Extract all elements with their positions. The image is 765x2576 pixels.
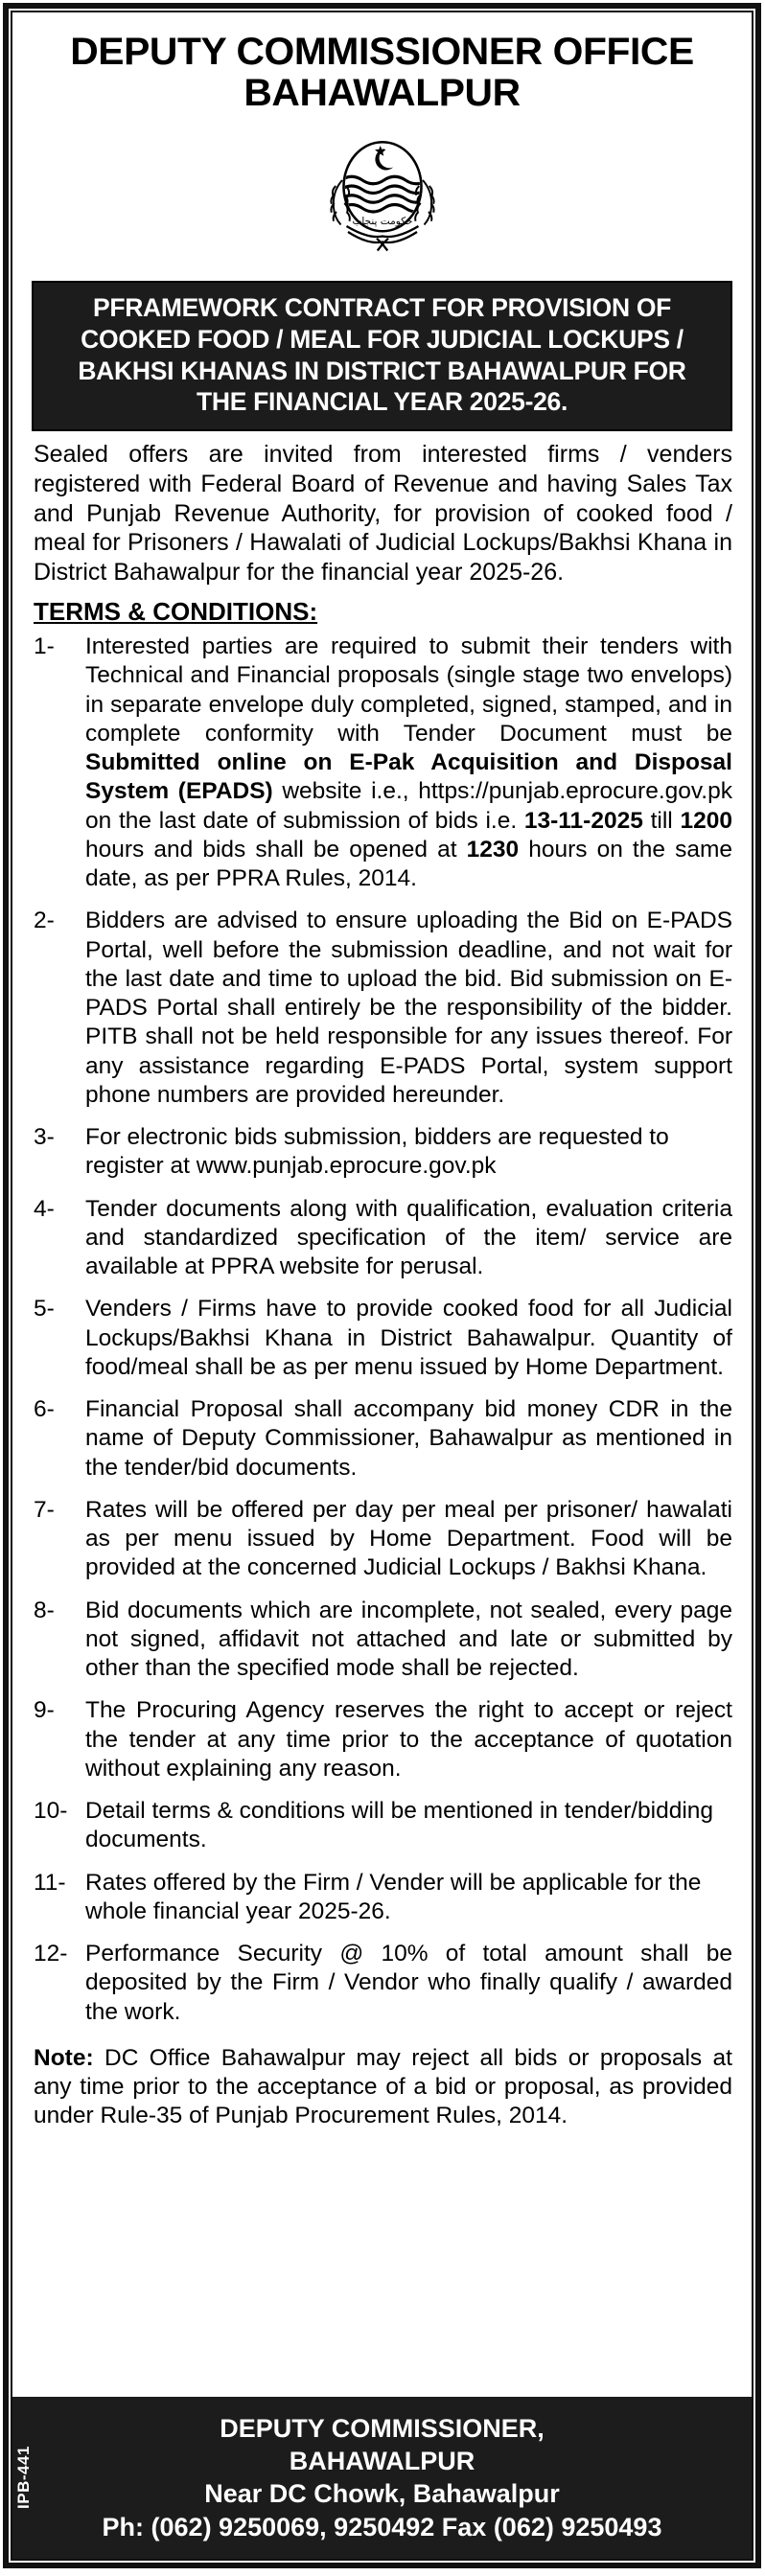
terms-conditions-heading: TERMS & CONDITIONS: xyxy=(34,597,318,627)
term-text-run: Performance Security @ 10% of total amount shall be deposited by the Firm / Vendor who finally qualify / awarded the work. xyxy=(85,1941,732,2025)
term-item xyxy=(34,1395,732,1483)
term-number: 1- xyxy=(34,633,55,660)
reference-code: IPB-441 xyxy=(14,2446,33,2510)
term-item xyxy=(34,1940,732,2027)
term-text xyxy=(85,1869,732,1927)
term-text xyxy=(85,1496,732,1583)
term-text-run: Rates offered by the Firm / Vender will be applicable for the whole financial year 2025-26. xyxy=(85,1869,702,1924)
note-paragraph xyxy=(30,2040,734,2131)
term-item xyxy=(34,1797,732,1855)
term-text-run: Interested parties are required to submit their tenders with Technical and Financial proposals (single stage two envelops) in separate envelope duly completed, signed, stamped, and in complete conformity with Tender Document must be xyxy=(85,633,732,747)
term-item xyxy=(34,1123,732,1182)
term-item xyxy=(34,1295,732,1382)
office-title xyxy=(23,26,742,114)
term-text-run: till xyxy=(642,807,681,834)
term-number: 9- xyxy=(34,1697,55,1724)
term-text xyxy=(85,1940,732,2027)
term-text-run: Bidders are advised to ensure uploading the Bid on E-PADS Portal, well before the submission deadline, and not wait for the last date and time to upload the bid. Bid submission on E-PADS Portal shall entirely be the responsibility of the bidder. PITB shall not be held responsible for any issues thereof. For any assistance regarding E-PADS Portal, system support phone numbers are provided hereunder. xyxy=(85,908,732,1108)
term-number: 3- xyxy=(34,1124,55,1151)
term-number: 10- xyxy=(34,1798,68,1825)
term-number: 11- xyxy=(34,1869,66,1896)
punjab-government-emblem-icon xyxy=(311,126,454,269)
term-number: 6- xyxy=(34,1396,55,1423)
term-text-run: website i.e., https://punjab.eprocure.gov.pk on the last date of submission of bids i.e. xyxy=(85,778,732,834)
term-text xyxy=(85,632,732,893)
term-number: 8- xyxy=(34,1597,55,1623)
outer-border-frame xyxy=(3,3,761,2568)
note-text: DC Office Bahawalpur may reject all bids or proposals at any time prior to the acceptance of a bid or proposal, as provided under Rule-35 of Punjab Procurement Rules, 2014. xyxy=(34,2044,732,2129)
crest-urdu-caption: حکومت پنجاب xyxy=(352,216,412,228)
footer-line-1: DEPUTY COMMISSIONER, xyxy=(220,2413,545,2443)
term-text-run: Tender documents along with qualification, evaluation criteria and standardized specification of the item/ service are available at PPRA website for perusal. xyxy=(85,1195,732,1280)
term-number: 12- xyxy=(34,1941,68,1967)
term-text-run: hours and bids shall be opened at xyxy=(85,836,467,862)
term-item xyxy=(34,1696,732,1783)
term-number: 7- xyxy=(34,1496,55,1523)
footer-line-3: Near DC Chowk, Bahawalpur xyxy=(204,2479,560,2509)
term-text-emphasis: 1200 xyxy=(680,807,733,834)
term-item xyxy=(34,1597,732,1684)
term-text-run: hours on the same date, as per PPRA Rules, 2014. xyxy=(85,836,732,892)
tender-title-banner xyxy=(32,281,732,430)
term-text xyxy=(85,1123,732,1182)
term-text xyxy=(85,1597,732,1684)
term-item xyxy=(34,632,732,893)
crest-container xyxy=(30,126,734,269)
terms-list xyxy=(30,632,734,2040)
term-item xyxy=(34,1869,732,1927)
term-text-run: Detail terms & conditions will be mentioned in tender/bidding documents. xyxy=(85,1798,714,1853)
term-item xyxy=(34,1496,732,1583)
term-number: 5- xyxy=(34,1296,55,1322)
banner-line-1: PFRAMEWORK CONTRACT FOR PROVISION OF xyxy=(92,293,672,323)
contact-footer-block xyxy=(12,2397,752,2559)
term-text-emphasis: 13-11-2025 xyxy=(523,807,643,834)
inner-border-frame xyxy=(11,11,753,2561)
term-text-emphasis: 1230 xyxy=(466,836,520,862)
term-text-run: The Procuring Agency reserves the right to accept or reject the tender at any time prior to the acceptance of quotation without explaining any reason. xyxy=(85,1697,732,1782)
term-text-run: Rates will be offered per day per meal per prisoner/ hawalati as per menu issued by Home Department. Food will be provided at the concerned Judicial Lockups / Bakhsi Khana. xyxy=(85,1496,732,1581)
office-title-line-1: DEPUTY COMMISSIONER OFFICE xyxy=(70,31,694,73)
term-text-run: Financial Proposal shall accompany bid money CDR in the name of Deputy Commissioner, Bahawalpur as mentioned in the tender/bid documents. xyxy=(85,1396,732,1481)
term-text xyxy=(85,1395,732,1483)
intro-paragraph: Sealed offers are invited from interested firms / venders registered with Federal Board of Revenue and having Sales Tax and Punjab Revenue Authority, for provision of cooked food / meal for Prisoners / Hawalati of Judicial Lockups/Bakhsi Khana in District Bahawalpur for the financial year 2025-26. xyxy=(34,440,732,586)
term-number: 2- xyxy=(34,908,55,934)
term-text xyxy=(85,1696,732,1783)
term-text-run: Bid documents which are incomplete, not sealed, every page not signed, affidavit not attached and late or submitted by other than the specified mode shall be rejected. xyxy=(85,1597,732,1682)
term-number: 4- xyxy=(34,1195,55,1222)
term-text xyxy=(85,1295,732,1382)
banner-line-2: COOKED FOOD / MEAL FOR JUDICIAL LOCKUPS / xyxy=(81,324,684,354)
term-text-run: Venders / Firms have to provide cooked food for all Judicial Lockups/Bakhsi Khana in District Bahawalpur. Quantity of food/meal shall be as per menu issued by Home Department. xyxy=(85,1296,732,1380)
banner-line-4: THE FINANCIAL YEAR 2025-26. xyxy=(196,387,568,417)
term-text-run: For electronic bids submission, bidders are requested to register at www.punjab.eprocure.gov.pk xyxy=(85,1124,669,1180)
footer-line-4: Ph: (062) 9250069, 9250492 Fax (062) 9250493 xyxy=(102,2512,662,2542)
term-text xyxy=(85,1797,732,1855)
footer-line-2: BAHAWALPUR xyxy=(289,2447,475,2476)
term-item xyxy=(34,1195,732,1282)
term-text xyxy=(85,1195,732,1282)
banner-line-3: BAKHSI KHANAS IN DISTRICT BAHAWALPUR FOR xyxy=(78,356,686,385)
term-text-emphasis: Submitted online on E-Pak Acquisition and Disposal System (EPADS) xyxy=(85,749,732,805)
term-text xyxy=(85,907,732,1110)
office-title-line-2: BAHAWALPUR xyxy=(243,72,521,115)
term-item xyxy=(34,907,732,1110)
note-label: Note: xyxy=(34,2044,94,2071)
